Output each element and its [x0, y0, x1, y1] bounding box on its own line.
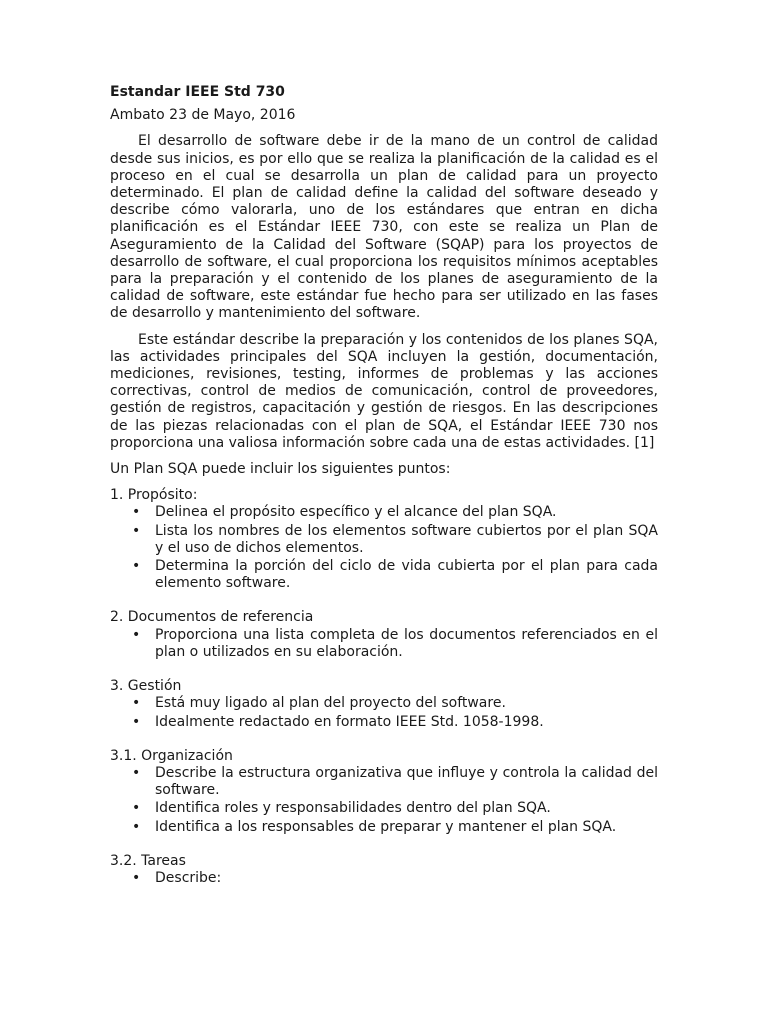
- list-item-text: Identifica roles y responsabilidades dentro del plan SQA.: [155, 800, 551, 817]
- list-item-text: Determina la porción del ciclo de vida cubierta por el plan para cada elemento software.: [155, 558, 658, 592]
- section-title: 3.2. Tareas: [110, 852, 186, 869]
- list-item-text: Proporciona una lista completa de los documentos referenciados en el plan o utilizados en su elaboración.: [155, 626, 658, 660]
- bullet-icon: •: [132, 504, 141, 521]
- bullet-icon: •: [132, 764, 141, 781]
- list-item-text: Está muy ligado al plan del proyecto del software.: [155, 695, 506, 712]
- spacer: [110, 837, 658, 853]
- section-gestion: [110, 678, 658, 731]
- bullet-icon: •: [132, 626, 141, 643]
- list-item: [110, 800, 658, 817]
- bullet-list: [110, 504, 658, 592]
- list-item: [110, 558, 658, 592]
- bullet-icon: •: [132, 869, 141, 886]
- paragraph: El desarrollo de software debe ir de la mano de un control de calidad desde sus inicios, es por ello que se realiza la planificación de la calidad es el proceso en el cual se desarrolla un plan de calidad para un proyecto determinado. El plan de calidad define la calidad del software deseado y describe cómo valorarla, uno de los estándares que entran en dicha planificación es el Estándar IEEE 730, con este se realiza un Plan de Aseguramiento de la Calidad del Software (SQAP) para los proyectos de desarrollo de software, el cual proporciona los requisitos mínimos aceptables para la preparación y el contenido de los planes de aseguramiento de la calidad de software, este estándar fue hecho para ser utilizado en las fases de desarrollo y mantenimiento del software.: [110, 133, 658, 322]
- paragraph: Este estándar describe la preparación y los contenidos de los planes SQA, las actividades principales del SQA incluyen la gestión, documentación, mediciones, revisiones, testing, informes de problemas y las acciones correctivas, control de medios de comunicación, control de proveedores, gestión de registros, capacitación y gestión de riesgos. En las descripciones de las piezas relacionadas con el plan de SQA, el Estándar IEEE 730 nos proporciona una valiosa información sobre cada una de estas actividades. [1]: [110, 331, 658, 451]
- bullet-list: [110, 765, 658, 836]
- bullet-icon: •: [132, 558, 141, 575]
- section-tareas: [110, 853, 658, 887]
- bullet-list: [110, 627, 658, 661]
- list-item: [110, 819, 658, 836]
- bullet-list: [110, 870, 658, 887]
- list-item: [110, 627, 658, 661]
- section-documentos: [110, 609, 658, 661]
- list-item: [110, 765, 658, 799]
- bullet-icon: •: [132, 818, 141, 835]
- bullet-icon: •: [132, 800, 141, 817]
- list-item-text: Describe la estructura organizativa que influye y controla la calidad del software.: [155, 764, 658, 799]
- list-item-text: Describe:: [155, 869, 222, 886]
- list-item: [110, 714, 658, 731]
- section-title: 2. Documentos de referencia: [110, 609, 314, 626]
- spacer: [110, 732, 658, 748]
- list-item-text: Identifica a los responsables de preparar y mantener el plan SQA.: [155, 818, 617, 835]
- bullet-icon: •: [132, 522, 141, 539]
- bullet-icon: •: [132, 695, 141, 712]
- section-organizacion: [110, 748, 658, 836]
- document-title: Estandar IEEE Std 730: [110, 84, 285, 100]
- spacer: [110, 662, 658, 678]
- list-item: [110, 695, 658, 712]
- list-item: [110, 504, 658, 521]
- section-title: 3. Gestión: [110, 678, 182, 695]
- section-proposito: [110, 487, 658, 592]
- section-title: 1. Propósito:: [110, 487, 198, 504]
- list-intro: Un Plan SQA puede incluir los siguientes puntos:: [110, 461, 451, 478]
- list-item: [110, 523, 658, 557]
- list-item: [110, 870, 658, 887]
- bullet-icon: •: [132, 713, 141, 730]
- bullet-list: [110, 695, 658, 730]
- list-item-text: Lista los nombres de los elementos software cubiertos por el plan SQA y el uso de dichos elementos.: [155, 522, 658, 556]
- document-content: [110, 84, 658, 888]
- document-date: Ambato 23 de Mayo, 2016: [110, 107, 296, 124]
- list-item-text: Delinea el propósito específico y el alcance del plan SQA.: [155, 504, 557, 521]
- spacer: [110, 593, 658, 609]
- list-item-text: Idealmente redactado en formato IEEE Std. 1058-1998.: [155, 713, 544, 730]
- section-title: 3.1. Organización: [110, 747, 233, 764]
